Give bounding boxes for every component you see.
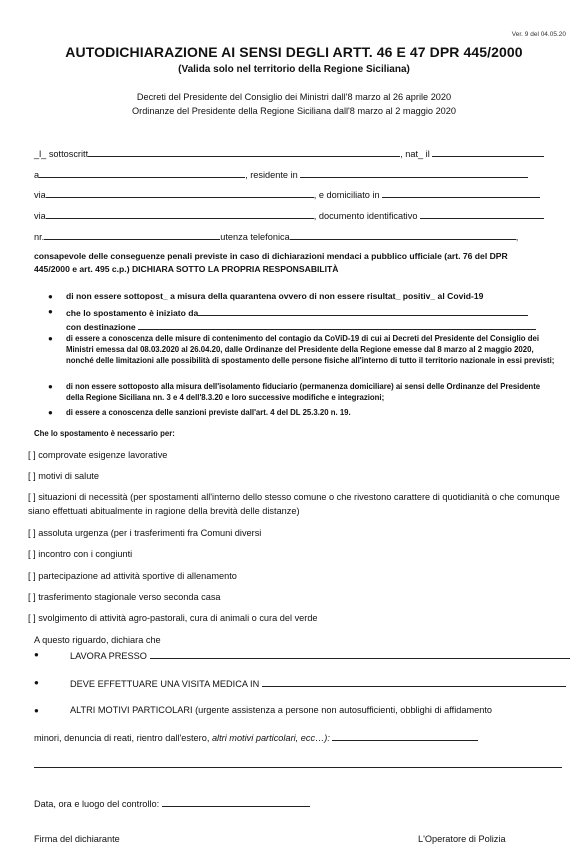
bullet-icon: ● bbox=[48, 382, 53, 391]
consapevole-line-1: consapevole delle conseguenze penali previste in caso di dichiarazioni mendaci a pubblico ufficiale (art. 76 del DPR bbox=[34, 251, 508, 261]
row-lavora bbox=[70, 649, 570, 661]
option-esigenze-lavorative[interactable]: [ ] comprovate esigenze lavorative bbox=[28, 450, 168, 460]
label-nato: , nat_ il bbox=[400, 149, 430, 159]
documento-field[interactable] bbox=[420, 209, 544, 219]
residente-field[interactable] bbox=[300, 168, 528, 178]
operatore-polizia-label: L'Operatore di Polizia bbox=[418, 834, 506, 844]
decl-sanzioni: di essere a conoscenza delle sanzioni previste dall'art. 4 del DL 25.3.20 n. 19. bbox=[66, 408, 351, 417]
telefono-field[interactable] bbox=[290, 230, 516, 240]
label-destinazione: con destinazione bbox=[66, 322, 136, 332]
label-sottoscritto: _l_ sottoscritt bbox=[34, 149, 89, 159]
bullet-icon: ● bbox=[48, 334, 53, 343]
label-comma: , bbox=[515, 232, 519, 242]
lavora-presso-field[interactable] bbox=[150, 649, 570, 659]
origine-field[interactable] bbox=[198, 306, 528, 316]
altri-motivi-extra-line[interactable] bbox=[34, 766, 562, 768]
option-situazioni-necessita[interactable]: [ ] situazioni di necessità (per spostamenti all'interno dello stesso comune o che rivestono carattere di quotidianità o che comunque siano effettuati abitualmente in ragione della brevità delle distanze) bbox=[28, 492, 560, 516]
decl-destinazione bbox=[66, 320, 536, 332]
label-spostamento-da: che lo spostamento è iniziato da bbox=[66, 308, 199, 318]
altri-motivi-field[interactable] bbox=[332, 731, 478, 741]
via-domicilio-field[interactable] bbox=[46, 209, 314, 219]
luogo-nascita-field[interactable] bbox=[39, 168, 245, 178]
label-domiciliato: , e domiciliato in bbox=[313, 190, 380, 200]
row-residenza bbox=[34, 168, 528, 180]
label-nr: nr. bbox=[34, 232, 45, 242]
necessario-label: Che lo spostamento è necessario per: bbox=[34, 429, 175, 438]
option-motivi-salute[interactable]: [ ] motivi di salute bbox=[28, 471, 99, 481]
row-telefono bbox=[34, 230, 518, 242]
label-data-luogo: Data, ora e luogo del controllo: bbox=[34, 799, 160, 809]
consapevole-line-2: 445/2000 e art. 495 c.p.) DICHIARA SOTTO LA PROPRIA RESPONSABILITÀ bbox=[34, 264, 339, 274]
row-visita bbox=[70, 677, 566, 689]
bullet-icon: ● bbox=[48, 292, 53, 301]
nato-il-field[interactable] bbox=[432, 147, 544, 157]
page-subtitle: (Valida solo nel territorio della Regione Siciliana) bbox=[178, 64, 410, 75]
firma-dichiarante-label: Firma del dichiarante bbox=[34, 834, 120, 844]
destinazione-field[interactable] bbox=[138, 320, 536, 330]
domicilio-field[interactable] bbox=[382, 188, 540, 198]
option-assoluta-urgenza[interactable]: [ ] assoluta urgenza (per i trasferimenti fra Comuni diversi bbox=[28, 528, 262, 538]
sottoscritto-field[interactable] bbox=[88, 147, 400, 157]
page-title: AUTODICHIARAZIONE AI SENSI DEGLI ARTT. 46 E 47 DPR 445/2000 bbox=[65, 44, 523, 60]
data-luogo-field[interactable] bbox=[162, 797, 310, 807]
option-attivita-sportive[interactable]: [ ] partecipazione ad attività sportive di allenamento bbox=[28, 571, 237, 581]
decl-conoscenza-misure: di essere a conoscenza delle misure di contenimento del contagio da CoViD-19 di cui ai Decreti del Presidente del Consiglio dei Ministri emessa dal 08.03.2020 al 26.04.20, dalle Ordinanze del Presidente della Regione emesse dal 8 marzo al 2 maggio 2020, nonché delle limitazioni alle possibilità di spostamento delle persone fisiche all'interno di tutto il territorio nazionale in essi previsti; bbox=[66, 334, 555, 366]
label-altri-2b: altri motivi particolari, ecc…): bbox=[211, 733, 330, 743]
label-via-1: via bbox=[34, 190, 46, 200]
label-altri-motivi: ALTRI MOTIVI PARTICOLARI (urgente assistenza a persone non autosufficienti, obblighi di affidamento bbox=[70, 705, 492, 715]
version-label: Ver. 9 del 04.05.20 bbox=[511, 31, 566, 38]
via-residenza-field[interactable] bbox=[46, 188, 314, 198]
decl-quarantena: di non essere sottopost_ a misura della quarantena ovvero di non essere risultat_ positiv_ al Covid-19 bbox=[66, 291, 484, 301]
decree-line-1: Decreti del Presidente del Consiglio dei Ministri dall'8 marzo al 26 aprile 2020 bbox=[136, 92, 452, 102]
decl-isolamento: di non essere sottoposto alla misura dell'isolamento fiduciario (permanenza domiciliare) ai sensi delle Ordinanze del Presidente della Regione Siciliana nn. 3 e 4 dell'8.3.20 e loro successive modifiche e integrazioni; bbox=[66, 382, 541, 403]
label-a: a bbox=[34, 170, 40, 180]
bullet-icon: ● bbox=[48, 307, 53, 316]
label-residente: , residente in bbox=[245, 170, 298, 180]
option-congiunti[interactable]: [ ] incontro con i congiunti bbox=[28, 549, 133, 559]
bullet-icon: ● bbox=[34, 678, 39, 687]
label-altri-2a: minori, denuncia di reati, rientro dall'estero, bbox=[34, 733, 212, 743]
numero-documento-field[interactable] bbox=[44, 230, 220, 240]
visita-medica-field[interactable] bbox=[262, 677, 566, 687]
label-utenza: utenza telefonica bbox=[220, 232, 290, 242]
row-data-luogo bbox=[34, 797, 310, 809]
bullet-icon: ● bbox=[48, 408, 53, 417]
label-via-2: via bbox=[34, 211, 46, 221]
label-lavora: LAVORA PRESSO bbox=[70, 651, 147, 661]
option-agro-pastorali[interactable]: [ ] svolgimento di attività agro-pastorali, cura di animali o cura del verde bbox=[28, 613, 318, 623]
label-visita: DEVE EFFETTUARE UNA VISITA MEDICA IN bbox=[70, 679, 260, 689]
decree-line-2: Ordinanze del Presidente della Regione Siciliana dall'8 marzo al 2 maggio 2020 bbox=[131, 106, 457, 116]
riguardo-label: A questo riguardo, dichiara che bbox=[34, 635, 161, 645]
bullet-icon: ● bbox=[34, 706, 39, 715]
row-domicilio bbox=[34, 188, 540, 200]
option-seconda-casa[interactable]: [ ] trasferimento stagionale verso seconda casa bbox=[28, 592, 221, 602]
row-sottoscritto bbox=[34, 147, 544, 159]
row-altri-motivi bbox=[34, 731, 478, 743]
label-documento: , documento identificativo bbox=[313, 211, 418, 221]
decl-spostamento bbox=[66, 306, 528, 318]
bullet-icon: ● bbox=[34, 650, 39, 659]
row-documento bbox=[34, 209, 544, 221]
